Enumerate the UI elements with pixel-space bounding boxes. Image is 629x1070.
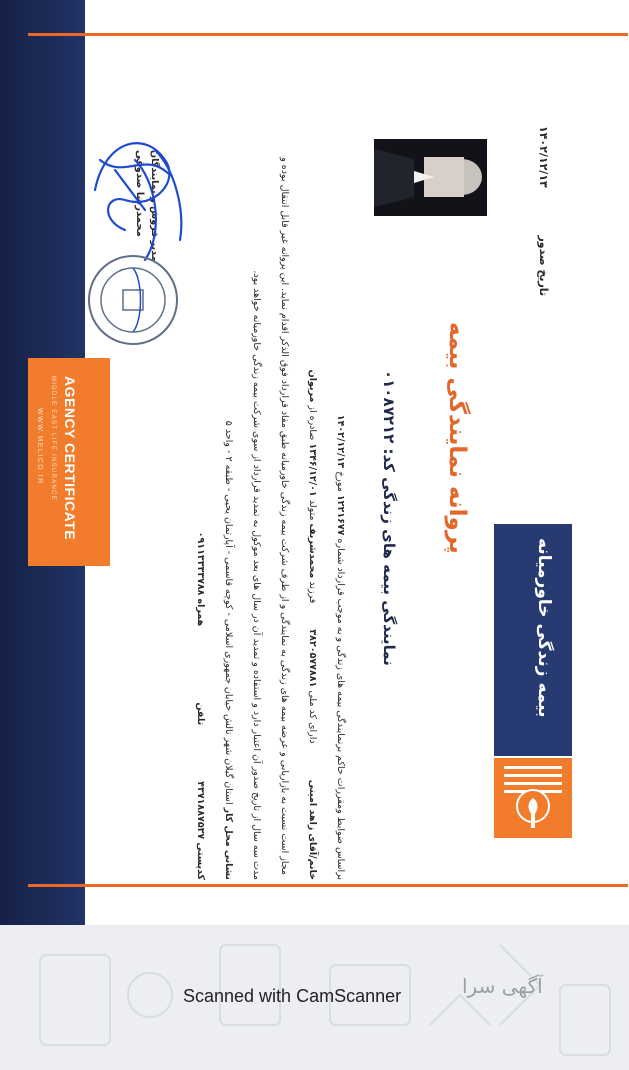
agent-photo <box>374 139 487 216</box>
agency-certificate-block <box>28 358 110 566</box>
body-line-3: مدت سه سال از تاریخ صدور آن اعتبار دارد و استفاده و تمدید آن در سال های بعد موکول به تمدید قرارداد از سوی شرکت بیمه زندگی خاورمیانه خواهد بود. <box>251 270 262 880</box>
address-line <box>223 120 234 880</box>
address: استان گیلان شهر تالش خیابان جمهوری اسلامی - کوچه قاسمی - آپارتمان یحیی - طبقه ۲ - واحد ۵ <box>223 420 234 805</box>
certificate-title: پروانه نمایندگی بیمه <box>444 322 470 554</box>
agent-info-line <box>307 120 318 880</box>
birthplace-city: مریوان <box>307 369 318 403</box>
agency-subtitle: MIDDLE EAST LIFE INSURANCE <box>50 376 56 502</box>
name-label: خانم/آقای <box>307 833 318 880</box>
father-label: فرزند <box>307 581 318 604</box>
issue-date-label: تاریخ صدور <box>537 235 550 297</box>
scanner-label: Scanned with CamScanner <box>183 986 402 1006</box>
signatory-title: مدیر فروش و نمایندگان <box>149 150 160 262</box>
phone-label: تلفن <box>195 702 206 726</box>
subtitle-text: نمایندگی بیمه های زندگی کد: <box>380 448 398 666</box>
father-name: محمدشریف <box>307 523 318 579</box>
brand-name: بیمه زندگی خاورمیانه <box>534 538 554 718</box>
brand-logo-icon <box>494 758 572 838</box>
birthplace-label: صادره از <box>307 405 318 441</box>
agent-code: ۰۱۰۸۷۲۱۲ <box>380 370 398 444</box>
mobile-number: ۰۹۱۱۳۳۳۳۷۸۸ <box>195 531 206 596</box>
company-stamp <box>83 250 183 350</box>
orange-border-top <box>28 33 628 36</box>
body-line-1 <box>335 120 346 880</box>
issue-date <box>537 126 550 296</box>
postal-label: کدپستی <box>195 842 206 880</box>
signature <box>85 120 200 270</box>
address-label: نشانی محل کار <box>223 807 234 880</box>
postal-code: ۴۳۷۱۸۸۷۵۳۷ <box>195 781 206 840</box>
orange-border-bottom <box>28 884 628 887</box>
body-line-2: مجاز است نسبت به بازاریابی و عرضه بیمه های زندگی به نمایندگی و از طرف شرکت بیمه زندگی خاورمیانه طبق مفاد قرارداد فوق الذکر اقدام نماید. این پروانه غیر قابل انتقال بوده و <box>279 157 290 875</box>
national-id-label: دارای کد ملی <box>307 690 318 744</box>
certificate-subtitle <box>380 370 398 666</box>
dated-label: مورخ <box>335 471 346 492</box>
agent-name: زاهد امینی <box>307 779 318 831</box>
birth-date: ۱۳۴۶/۱۲/۰۱ <box>307 443 318 497</box>
mobile-label: همراه <box>195 598 206 627</box>
brand-name-box <box>494 524 572 756</box>
issue-date-value: ۱۴۰۲/۱۲/۱۳ <box>537 126 550 188</box>
agency-website: WWW.MELICO.IR <box>36 408 43 485</box>
contract-date: ۱۴۰۲/۱۲/۱۳ <box>335 414 346 469</box>
signatory-name: محمدرضا صدوقی <box>134 150 145 237</box>
born-label: متولد <box>307 499 318 521</box>
contract-number: ۱۲۲۱۶۷۷ <box>335 494 346 536</box>
agency-title: AGENCY CERTIFICATE <box>62 376 78 541</box>
watermark-text: آگهی سرا <box>462 974 543 998</box>
body-line-1-text: براساس ضوابط ومقررات حاکم برنمایندگی بیمه های زندگی و به موجب قرارداد شماره <box>335 538 346 880</box>
national-id: ۳۸۲۰۵۷۷۸۸۱ <box>307 629 318 688</box>
